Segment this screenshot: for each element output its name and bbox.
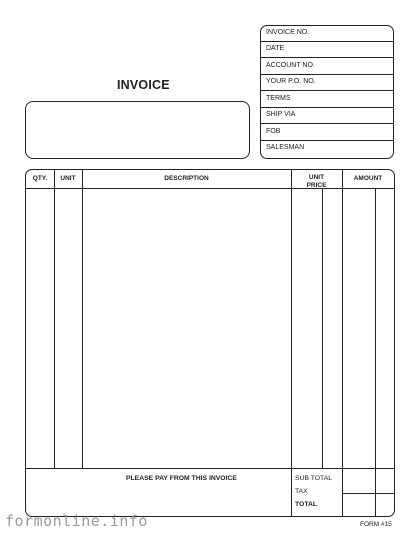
salesman-label: SALESMAN — [266, 144, 305, 151]
date-field[interactable] — [261, 42, 393, 58]
amount-header: AMOUNT — [353, 175, 383, 182]
unit-header: UNIT — [60, 175, 76, 182]
ship-via-label: SHIP VIA — [266, 111, 296, 118]
fob-label: FOB — [266, 127, 281, 135]
salesman-field[interactable] — [261, 141, 393, 157]
qty-header: QTY. — [32, 175, 48, 182]
terms-label: TERMS — [266, 94, 291, 102]
ship-via-field[interactable] — [261, 108, 393, 124]
form-number: FORM #15 — [360, 521, 392, 528]
invoice-title: INVOICE — [117, 78, 170, 92]
invoice-no-field[interactable] — [261, 26, 393, 42]
unit-price-column-divider — [342, 170, 343, 517]
description-header: DESCRIPTION — [164, 175, 209, 182]
amount-cents-divider — [375, 189, 376, 517]
unit-column-divider — [82, 170, 83, 468]
po-no-label: YOUR P.O. NO. — [266, 78, 316, 85]
subtotal-row-divider — [342, 493, 394, 494]
unit-price-cents-divider — [322, 189, 323, 468]
line-items-table — [25, 169, 395, 517]
fob-field[interactable] — [261, 125, 393, 141]
sub-total-label: SUB TOTAL — [295, 475, 333, 482]
address-box[interactable] — [25, 101, 250, 159]
unit-price-header-line1: UNIT — [308, 174, 325, 181]
footer-divider — [26, 468, 394, 469]
po-no-field[interactable] — [261, 75, 393, 91]
qty-column-divider — [54, 170, 55, 468]
tax-label: TAX — [295, 488, 308, 495]
account-no-field[interactable] — [261, 59, 393, 75]
invoice-no-label: INVOICE NO. — [266, 29, 310, 36]
description-column-divider — [291, 170, 292, 517]
unit-price-header — [291, 174, 342, 189]
unit-price-header-line2: PRICE — [306, 181, 327, 189]
terms-field[interactable] — [261, 92, 393, 108]
account-no-label: ACCOUNT NO. — [266, 61, 315, 69]
total-label: TOTAL — [295, 501, 318, 508]
watermark-text: formonline.info — [5, 512, 148, 530]
invoice-info-box — [260, 25, 394, 159]
pay-from-invoice-note: PLEASE PAY FROM THIS INVOICE — [126, 475, 237, 482]
date-label: DATE — [266, 45, 285, 52]
